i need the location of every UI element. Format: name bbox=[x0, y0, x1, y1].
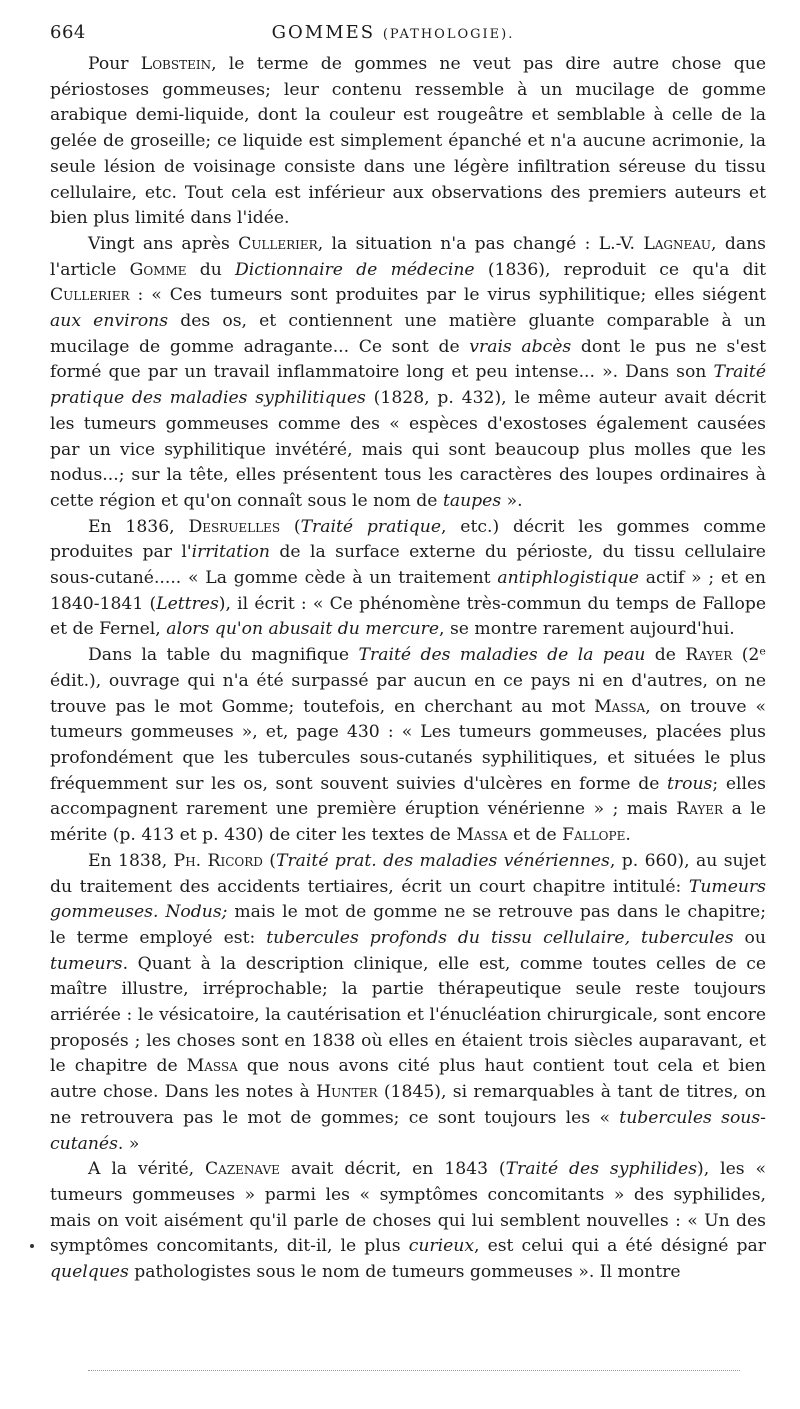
author-name: Massa bbox=[456, 825, 508, 846]
paragraph-6 bbox=[50, 1157, 766, 1286]
author-name: Fallope bbox=[562, 825, 626, 846]
author-name: Massa bbox=[186, 1056, 238, 1077]
author-name: Massa bbox=[594, 696, 646, 717]
text-run: : « Ces tumeurs sont produites par le virus syphilitique; elles siégent bbox=[129, 285, 766, 306]
paragraph-3 bbox=[50, 515, 766, 644]
author-name: Rayer bbox=[676, 799, 724, 820]
text-run: . bbox=[625, 825, 631, 846]
text-run: ». bbox=[501, 490, 523, 511]
italic-text: Traité des syphilides bbox=[505, 1159, 698, 1180]
running-title bbox=[110, 22, 766, 43]
footer-rule bbox=[88, 1370, 740, 1371]
body-text bbox=[50, 52, 766, 1286]
italic-text: Dictionnaire de médecine bbox=[235, 259, 475, 280]
author-name: Hunter bbox=[316, 1082, 378, 1103]
text-run: ), les « tumeurs gommeuses » parmi les « symptômes concomitants » des syphilides, mais on voit aisément qu'il parle de choses qui lui semblent nouvelles : « Un des symptômes concomitants, dit-il, le plus bbox=[50, 1159, 766, 1257]
page-number: 664 bbox=[50, 22, 86, 43]
text-run: (2ᵉ édit.), ouvrage qui n'a été surpassé par aucun en ce pays ni en d'autres, on ne trouve pas le mot Gomme; toutefois, en cherchant au mot bbox=[50, 645, 766, 717]
paragraph-1 bbox=[50, 52, 766, 232]
italic-text: Traité des maladies de la peau bbox=[358, 645, 646, 666]
text-run: , le terme de gommes ne veut pas dire autre chose que périostoses gommeuses; leur contenu ressemble à un mucilage de gomme arabique demi-liquide, dont la couleur est rougeâtre et semblable à celle de la gelée de groseille; ce liquide est simplement épanché et n'a aucune acrimonie, la seule lésion de voisinage consiste dans une légère infiltration séreuse du tissu cellulaire, etc. Tout cela est inférieur aux observations des premiers auteurs et bien plus limité dans l'idée. bbox=[50, 54, 766, 229]
text-run: . Quant à la description clinique, elle est, comme toutes celles de ce maître illustre, irréprochable; la partie thérapeutique seule reste toujours arriérée : le vésicatoire, la cautérisation et l'énucléation chirurgicale, sont encore proposés ; les choses sont en 1838 où elles en étaient trois siècles auparavant, et le chapitre de bbox=[50, 953, 766, 1077]
italic-text: Tumeurs gommeuses. Nodus; bbox=[50, 876, 766, 923]
author-name: Lobstein bbox=[140, 54, 212, 74]
text-run: que nous avons cité plus haut contient tout cela et bien autre chose. Dans les notes à bbox=[50, 1056, 766, 1103]
author-name: Cullerier bbox=[238, 233, 318, 254]
paragraph-5 bbox=[50, 849, 766, 1157]
text-run: (1845), si remarquables à tant de titres, on ne retrouvera pas le mot de gommes; ce sont toujours les « bbox=[50, 1082, 766, 1128]
italic-text: Traité prat. des maladies vénériennes bbox=[276, 850, 610, 871]
text-run: avait décrit, en 1843 ( bbox=[279, 1159, 506, 1180]
text-run: Vingt ans après bbox=[88, 233, 239, 254]
italic-text: Lettres bbox=[156, 593, 219, 614]
text-run: dont le pus ne s'est formé que par un travail inflammatoire long et peu intense... ». Dans son bbox=[50, 336, 766, 383]
italic-text: trous bbox=[667, 773, 713, 794]
text-run: et de bbox=[507, 825, 563, 846]
text-run: , la situation n'a pas changé : L.-V. bbox=[317, 233, 644, 254]
author-name: Lagneau bbox=[643, 233, 712, 254]
italic-text: Traité pratique des maladies syphilitiques bbox=[50, 362, 766, 409]
text-run: mais le mot de gomme ne se retrouve pas dans le chapitre; le terme employé est: bbox=[50, 902, 766, 948]
text-run: ( bbox=[280, 516, 301, 537]
author-name: Gomme bbox=[129, 259, 187, 280]
text-run: . » bbox=[117, 1133, 140, 1154]
text-run: , etc.) décrit les gommes comme produites par l' bbox=[50, 516, 767, 563]
italic-text: antiphlogistique bbox=[497, 568, 639, 589]
paragraph-2 bbox=[50, 232, 766, 515]
text-run: des os, et contiennent une matière gluante comparable à un mucilage de gomme adragante... Ce sont de bbox=[50, 311, 766, 357]
italic-text: Traité pratique bbox=[300, 516, 442, 537]
text-run: Pour bbox=[88, 54, 141, 74]
italic-text: taupes bbox=[442, 490, 502, 511]
italic-text: tumeurs bbox=[50, 953, 123, 974]
text-run: , on trouve « tumeurs gommeuses », et, page 430 : « Les tumeurs gommeuses, placées plus profondément que les tubercules sous-cutanés syphilitiques, et situées le plus fréquemment sur les os, sont souvent suivies d'ulcères en forme de bbox=[50, 696, 766, 794]
text-run: de bbox=[645, 645, 686, 666]
author-name: Desruelles bbox=[188, 516, 281, 537]
text-run: (1828, p. 432), le même auteur avait décrit les tumeurs gommeuses comme des « espèces d'exostoses également causées par un vice syphilitique invétéré, mais qui sont beaucoup plus molles que les nodus...; sur la tête, elles présentent tous les caractères des loupes ordinaires à cette région et qu'on connaît sous le nom de bbox=[50, 388, 766, 511]
italic-text: irritation bbox=[191, 542, 270, 563]
running-title-main: GOMMES bbox=[271, 22, 383, 43]
text-run: , dans l'article bbox=[50, 233, 766, 280]
text-run: (1836), reproduit ce qu'a dit bbox=[474, 259, 766, 280]
text-run: ; elles accompagnent rarement une première éruption vénérienne » ; mais bbox=[50, 773, 766, 820]
text-run: En 1836, bbox=[88, 516, 189, 537]
text-run: du bbox=[186, 259, 236, 280]
italic-text: tubercules profonds du tissu cellulaire, tubercules bbox=[266, 927, 734, 948]
italic-text: alors qu'on abusait du mercure bbox=[166, 619, 440, 640]
text-run: de la surface externe du périoste, du tissu cellulaire sous-cutané..... « La gomme cède à un traitement bbox=[50, 542, 766, 589]
italic-text: vrais abcès bbox=[469, 336, 572, 357]
italic-text: curieux bbox=[408, 1236, 475, 1257]
text-run: ( bbox=[262, 850, 276, 871]
text-run: , p. 660), au sujet du traitement des accidents tertiaires, écrit un court chapitre intitulé: bbox=[50, 850, 766, 897]
text-run: A la vérité, bbox=[88, 1159, 205, 1180]
text-run: actif » ; et en 1840-1841 ( bbox=[50, 568, 766, 614]
author-name: Cazenave bbox=[205, 1159, 280, 1180]
author-name: Cullerier bbox=[50, 285, 130, 306]
running-header bbox=[50, 22, 766, 52]
text-run: , se montre rarement aujourd'hui. bbox=[439, 619, 735, 640]
running-title-sub: (PATHOLOGIE). bbox=[382, 27, 515, 42]
text-run: a le mérite (p. 413 et p. 430) de citer les textes de bbox=[50, 799, 767, 846]
text-run: ou bbox=[733, 927, 766, 948]
paragraph-4 bbox=[50, 643, 766, 849]
text-run: En 1838, bbox=[88, 850, 174, 871]
italic-text: quelques bbox=[50, 1262, 129, 1283]
text-run: Dans la table du magnifique bbox=[88, 645, 359, 666]
italic-text: aux environs bbox=[50, 311, 169, 332]
author-name: Rayer bbox=[685, 645, 733, 666]
text-run: ), il écrit : « Ce phénomène très-commun du temps de Fallope et de Fernel, bbox=[50, 593, 766, 640]
text-run: pathologistes sous le nom de tumeurs gommeuses ». Il montre bbox=[128, 1262, 681, 1283]
italic-text: tubercules sous-cutanés bbox=[50, 1107, 766, 1154]
text-run: , est celui qui a été désigné par bbox=[474, 1236, 767, 1257]
author-name: Ph. Ricord bbox=[173, 850, 263, 871]
margin-mark bbox=[30, 1244, 34, 1248]
